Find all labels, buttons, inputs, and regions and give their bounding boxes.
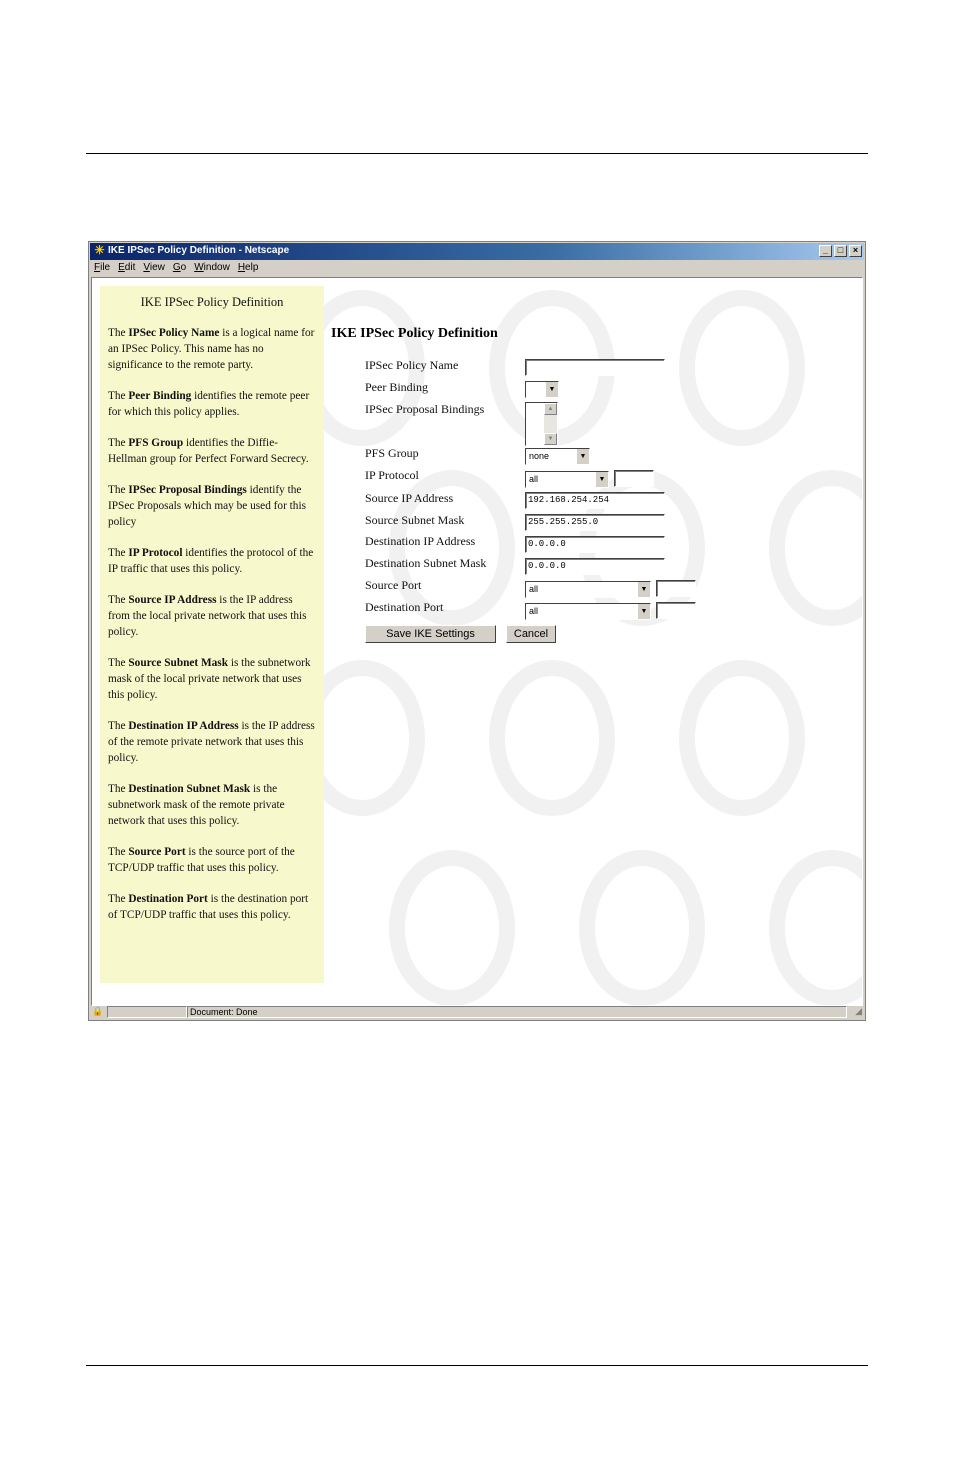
source-port-value: all xyxy=(529,584,539,594)
pfs-group-value: none xyxy=(529,451,550,461)
chevron-down-icon[interactable]: ▼ xyxy=(576,449,589,464)
scroll-up-icon[interactable]: ▲ xyxy=(544,403,557,415)
menu-edit[interactable]: Edit xyxy=(118,262,136,273)
dest-port-label: Destination Port xyxy=(365,600,444,614)
netscape-star-icon: ✳ xyxy=(94,243,105,257)
help-paragraph: The PFS Group identifies the Diffie-Hellman group for Perfect Forward Secrecy. xyxy=(108,437,309,465)
status-bar xyxy=(90,1005,864,1019)
chevron-down-icon[interactable]: ▼ xyxy=(637,582,650,597)
peer-binding-label: Peer Binding xyxy=(365,380,428,394)
top-rule xyxy=(86,153,868,154)
help-paragraph: The IP Protocol identifies the protocol of the IP traffic that uses this policy. xyxy=(108,547,314,575)
dest-port-value: all xyxy=(529,606,539,616)
chevron-down-icon[interactable]: ▼ xyxy=(545,382,558,397)
form-title: IKE IPSec Policy Definition xyxy=(331,326,498,341)
bottom-rule xyxy=(86,1365,868,1366)
dest-mask-input[interactable]: 0.0.0.0 xyxy=(525,558,665,575)
ip-protocol-number-input[interactable] xyxy=(614,470,654,487)
dest-port-select[interactable] xyxy=(525,603,651,620)
scroll-down-icon[interactable]: ▼ xyxy=(544,433,557,445)
chevron-down-icon[interactable]: ▼ xyxy=(595,472,608,487)
help-paragraph: The Destination Port is the destination port of TCP/UDP traffic that uses this policy. xyxy=(108,893,309,921)
ip-protocol-select[interactable] xyxy=(525,471,609,488)
ip-protocol-label: IP Protocol xyxy=(365,468,419,482)
title-bar xyxy=(90,243,864,260)
close-button[interactable]: × xyxy=(849,245,862,257)
cancel-button[interactable]: Cancel xyxy=(506,625,556,643)
help-panel xyxy=(100,286,324,983)
dest-ip-label: Destination IP Address xyxy=(365,534,476,548)
help-paragraph: The Source Port is the source port of the TCP/UDP traffic that uses this policy. xyxy=(108,846,295,874)
policy-name-label: IPSec Policy Name xyxy=(365,358,459,372)
menu-go[interactable]: Go xyxy=(172,262,187,273)
source-ip-label: Source IP Address xyxy=(365,491,454,505)
ip-protocol-value: all xyxy=(529,474,539,484)
source-port-select[interactable] xyxy=(525,581,651,598)
peer-binding-select[interactable] xyxy=(525,381,559,398)
chevron-down-icon[interactable]: ▼ xyxy=(637,604,650,619)
help-paragraph: The Destination IP Address is the IP address of the remote private network that uses this policy. xyxy=(108,720,315,764)
status-text: Document: Done xyxy=(187,1006,847,1018)
page-content xyxy=(91,277,863,1006)
help-paragraph: The IPSec Policy Name is a logical name for an IPSec Policy. This name has no significance to the remote party. xyxy=(108,327,315,371)
menu-help[interactable]: Help xyxy=(237,262,259,273)
pfs-group-select[interactable] xyxy=(525,448,590,465)
proposal-bindings-listbox[interactable] xyxy=(525,402,558,446)
menu-bar xyxy=(90,261,864,276)
dest-ip-input[interactable]: 0.0.0.0 xyxy=(525,536,665,553)
source-port-label: Source Port xyxy=(365,578,422,592)
source-ip-input[interactable]: 192.168.254.254 xyxy=(525,492,665,509)
maximize-button[interactable]: □ xyxy=(834,245,847,257)
policy-name-input[interactable] xyxy=(525,359,665,376)
help-paragraph: The Destination Subnet Mask is the subnetwork mask of the remote private network that uses this policy. xyxy=(108,783,285,827)
dest-port-number-input[interactable] xyxy=(656,602,696,619)
lock-icon[interactable]: 🔒 xyxy=(92,1006,104,1016)
proposal-bindings-label: IPSec Proposal Bindings xyxy=(365,402,485,416)
resize-grip-icon[interactable]: ◢ xyxy=(855,1006,862,1016)
window-title: IKE IPSec Policy Definition - Netscape xyxy=(108,245,290,256)
pfs-group-label: PFS Group xyxy=(365,446,419,460)
menu-view[interactable]: View xyxy=(143,262,165,273)
save-ike-settings-button[interactable]: Save IKE Settings xyxy=(365,625,496,643)
window-controls xyxy=(819,245,862,257)
help-paragraph: The IPSec Proposal Bindings identify the IPSec Proposals which may be used for this policy xyxy=(108,484,306,528)
help-paragraph: The Peer Binding identifies the remote peer for which this policy applies. xyxy=(108,390,310,418)
listbox-scrollbar[interactable] xyxy=(544,403,557,445)
help-paragraph: The Source IP Address is the IP address from the local private network that uses this policy. xyxy=(108,594,307,638)
menu-window[interactable]: Window xyxy=(194,262,230,273)
minimize-button[interactable]: _ xyxy=(819,245,832,257)
source-mask-label: Source Subnet Mask xyxy=(365,513,465,527)
status-progress-cell xyxy=(107,1006,187,1018)
help-paragraph: The Source Subnet Mask is the subnetwork mask of the local private network that uses this policy. xyxy=(108,657,311,701)
menu-file[interactable]: File xyxy=(94,262,111,273)
help-heading: IKE IPSec Policy Definition xyxy=(140,295,284,309)
source-port-number-input[interactable] xyxy=(656,580,696,597)
dest-mask-label: Destination Subnet Mask xyxy=(365,556,487,570)
browser-window xyxy=(88,241,866,1021)
source-mask-input[interactable]: 255.255.255.0 xyxy=(525,514,665,531)
